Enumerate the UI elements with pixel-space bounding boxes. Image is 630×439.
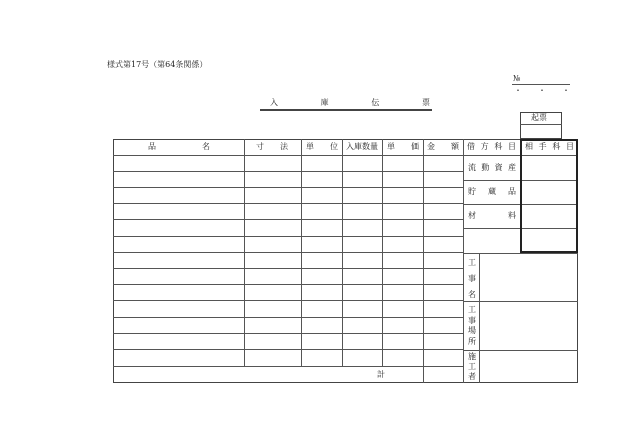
row-line-5 [113, 236, 463, 237]
header-dimension: 寸 法 [256, 142, 288, 151]
main-table [113, 139, 578, 383]
col-line-unit-qty [342, 139, 343, 366]
row-line-7 [113, 268, 463, 269]
construction-site-label: 工 事 場 所 [468, 305, 476, 346]
col-line-amount-right [463, 139, 464, 383]
row-line-3 [113, 203, 463, 204]
header-unit: 単 位 [306, 142, 338, 151]
kihyo-divider [520, 124, 562, 125]
header-bottom-line [113, 155, 578, 156]
row-line-12 [113, 349, 463, 350]
label-col-line [479, 253, 480, 383]
number-label: № [513, 74, 521, 83]
date-dot-year: ・ [514, 86, 522, 95]
title-char-3: 伝 [371, 98, 380, 107]
row-line-2 [113, 187, 463, 188]
kihyo-label: 起票 [531, 113, 547, 122]
col-line-name-dim [244, 139, 245, 366]
header-item-name: 品 名 [148, 142, 210, 151]
header-debit-account: 借 方 科 目 [467, 142, 516, 151]
header-quantity: 入庫数量 [346, 142, 378, 151]
title-char-1: 入 [270, 98, 278, 107]
total-label: 計 [377, 370, 385, 379]
account-materials: 材 料 [468, 211, 516, 220]
row-line-6 [113, 252, 463, 253]
account-stored-goods: 貯 蔵 品 [468, 187, 516, 196]
row-line-4 [113, 219, 463, 220]
info-line-2 [463, 350, 578, 351]
number-underline [512, 84, 570, 85]
title-underline [260, 109, 432, 111]
contractor-label: 施 工 者 [468, 352, 476, 381]
account-current-assets: 流 動 資 産 [468, 163, 516, 172]
row-line-8 [113, 284, 463, 285]
date-dots [514, 86, 570, 96]
header-counter-account: 相 手 科 目 [525, 142, 574, 151]
construction-name-label: 工 事 名 [468, 258, 476, 299]
form-title [270, 98, 430, 108]
title-char-2: 庫 [320, 98, 329, 107]
date-dot-month: ・ [538, 86, 546, 95]
title-char-4: 票 [421, 98, 430, 107]
row-line-13 [113, 366, 463, 367]
row-line-9 [113, 300, 463, 301]
row-line-10 [113, 317, 463, 318]
acct-line-4 [463, 253, 578, 254]
date-dot-day: ・ [562, 86, 570, 95]
info-line-1 [463, 301, 578, 302]
row-line-11 [113, 333, 463, 334]
col-line-price-amount [423, 139, 424, 383]
col-line-dim-unit [301, 139, 302, 366]
header-amount: 金 額 [427, 142, 459, 151]
col-line-qty-price [382, 139, 383, 366]
header-unit-price: 単 価 [387, 142, 419, 151]
form-reference: 様式第17号（第64条関係） [107, 60, 208, 69]
row-line-1 [113, 171, 463, 172]
counter-account-block [520, 139, 578, 253]
